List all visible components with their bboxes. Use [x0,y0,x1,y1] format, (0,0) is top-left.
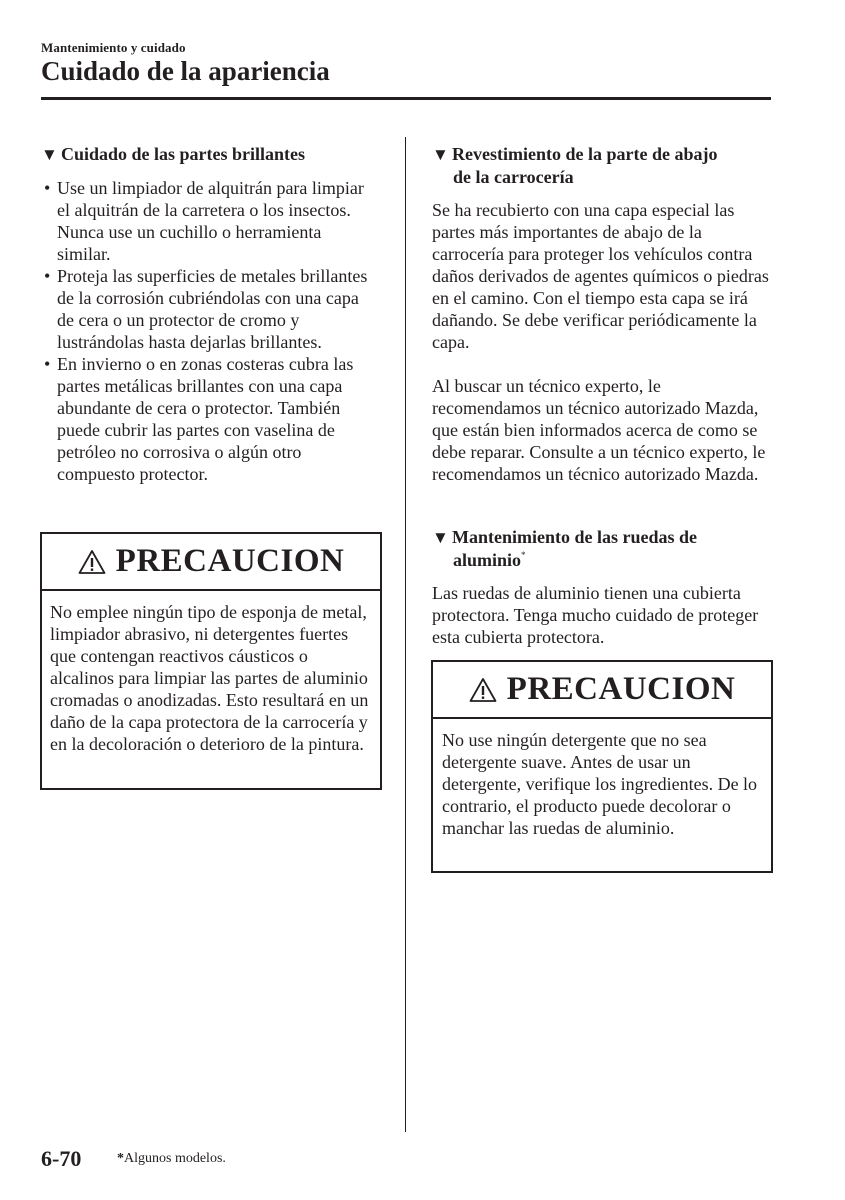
list-item [44,177,374,265]
caution-text: No emplee ningún tipo de esponja de metal, limpiador abrasivo, ni detergentes fuertes que contengan reactivos cáusticos o alcalinos para limpiar las partes de aluminio cromadas o anodizadas. Esto resultará en un daño de la capa protectora de la carrocería y en la decoloración o deterioro de la pintura. [50,602,369,754]
footnote-text: Algunos modelos. [124,1151,226,1166]
title-rule [41,97,771,100]
footnote-mark: * [117,1151,124,1166]
column-divider [405,137,406,1132]
caution-box-right [431,660,773,873]
bullet-dot-icon: • [44,354,51,374]
page-title: Cuidado de la apariencia [41,56,330,86]
caution-title: PRECAUCION [115,543,345,579]
heading-text-line1: Revestimiento de la parte de abajo [452,144,718,164]
heading-text: Cuidado de las partes brillantes [61,144,306,164]
page-number: 6-70 [41,1146,82,1171]
warning-icon [469,677,497,703]
warning-icon [78,549,106,575]
heading-underbody-coating [432,143,782,188]
list-item-text: En invierno o en zonas costeras cubra las partes metálicas brillantes con una capa abundante de cera o protector. También puede cubrir las partes con vaselina de petróleo no corrosiva o algún otro compuesto protector. [57,354,354,484]
caution-box-left [40,532,382,790]
list-item-text: Proteja las superficies de metales brillantes de la corrosión cubriéndolas con una capa de cera o un protector de cromo y lustrándolas hasta dejarlas brillantes. [57,266,368,352]
heading-text-line1: Mantenimiento de las ruedas de [452,527,697,547]
bullet-dot-icon: • [44,266,51,286]
caution-text: No use ningún detergente que no sea detergente suave. Antes de usar un detergente, verifique los ingredientes. De lo contrario, el producto puede decolorar o manchar las ruedas de aluminio. [442,730,758,838]
footnote [117,1151,226,1167]
heading-text-line2: de la carrocería [453,167,574,187]
list-item [44,353,374,485]
paragraph-technician: Al buscar un técnico experto, le recomendamos un técnico autorizado Mazda, que están bien informados acerca de como se debe reparar. Consulte a un técnico experto, le recomendamos un técnico autorizado Mazda. [432,376,766,484]
bullet-dot-icon: • [44,178,51,198]
footnote-marker: * [521,550,526,560]
section-label: Mantenimiento y cuidado [41,40,186,55]
list-item [44,265,374,353]
paragraph-wheels: Las ruedas de aluminio tienen una cubierta protectora. Tenga mucho cuidado de proteger esta cubierta protectora. [432,583,759,647]
triangle-down-icon: ▼ [432,145,449,164]
caution-title: PRECAUCION [506,671,736,707]
heading-shiny-parts [41,143,401,166]
shiny-parts-list [44,177,374,485]
paragraph-underbody: Se ha recubierto con una capa especial las partes más importantes de abajo de la carrocería para proteger los vehículos contra daños derivados de agentes químicos o piedras en el camino. Con el tiempo esta capa se irá dañando. Se debe verificar periódicamente la capa. [432,200,769,352]
list-item-text: Use un limpiador de alquitrán para limpiar el alquitrán de la carretera o los insectos. Nunca use un cuchillo o herramienta similar. [57,178,364,264]
heading-aluminum-wheels [432,526,782,571]
caution-banner [42,534,380,591]
caution-banner [433,662,771,719]
heading-text-line2: aluminio [453,550,522,570]
triangle-down-icon: ▼ [41,145,58,164]
triangle-down-icon: ▼ [432,528,449,547]
